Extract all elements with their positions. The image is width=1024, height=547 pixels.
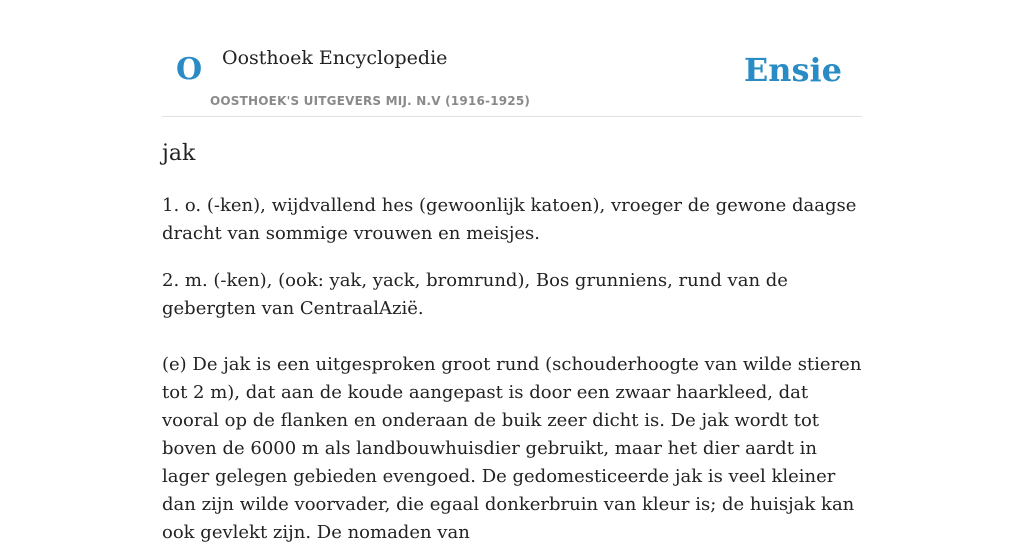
- definition-paragraph-3: (e) De jak is een uitgesproken groot rund (schouderhoogte van wilde stieren tot 2 m), dat aan de koude aangepast is door een zwaar haarkleed, dat vooral op de flanken en onderaan de buik zeer dicht is. De jak wordt tot boven de 6000 m als landbouwhuisdier gebruikt, maar het dier aardt in lager gelegen gebieden evengoed. De gedomesticeerde jak is veel kleiner dan zijn wilde voorvader, die egaal donkerbruin van kleur is; de huisjak kan ook gevlekt zijn. De nomaden van: [162, 354, 862, 543]
- entry-content: [162, 138, 862, 547]
- logo-icon[interactable]: O: [176, 52, 203, 87]
- definition-paragraph-1: 1. o. (-ken), wijdvallend hes (gewoonlijk katoen), vroeger de gewone daagse dracht van sommige vrouwen en meisjes.: [162, 195, 857, 244]
- definition-paragraph-2: 2. m. (-ken), (ook: yak, yack, bromrund), Bos grunniens, rund van de gebergten van CentraalAzië.: [162, 270, 788, 319]
- brand-logo[interactable]: Ensie: [743, 51, 842, 89]
- site-header: [162, 0, 862, 117]
- publisher-label: OOSTHOEK'S UITGEVERS MIJ. N.V (1916-1925): [210, 94, 531, 108]
- entry-title: jak: [162, 141, 196, 166]
- site-title[interactable]: Oosthoek Encyclopedie: [222, 47, 448, 69]
